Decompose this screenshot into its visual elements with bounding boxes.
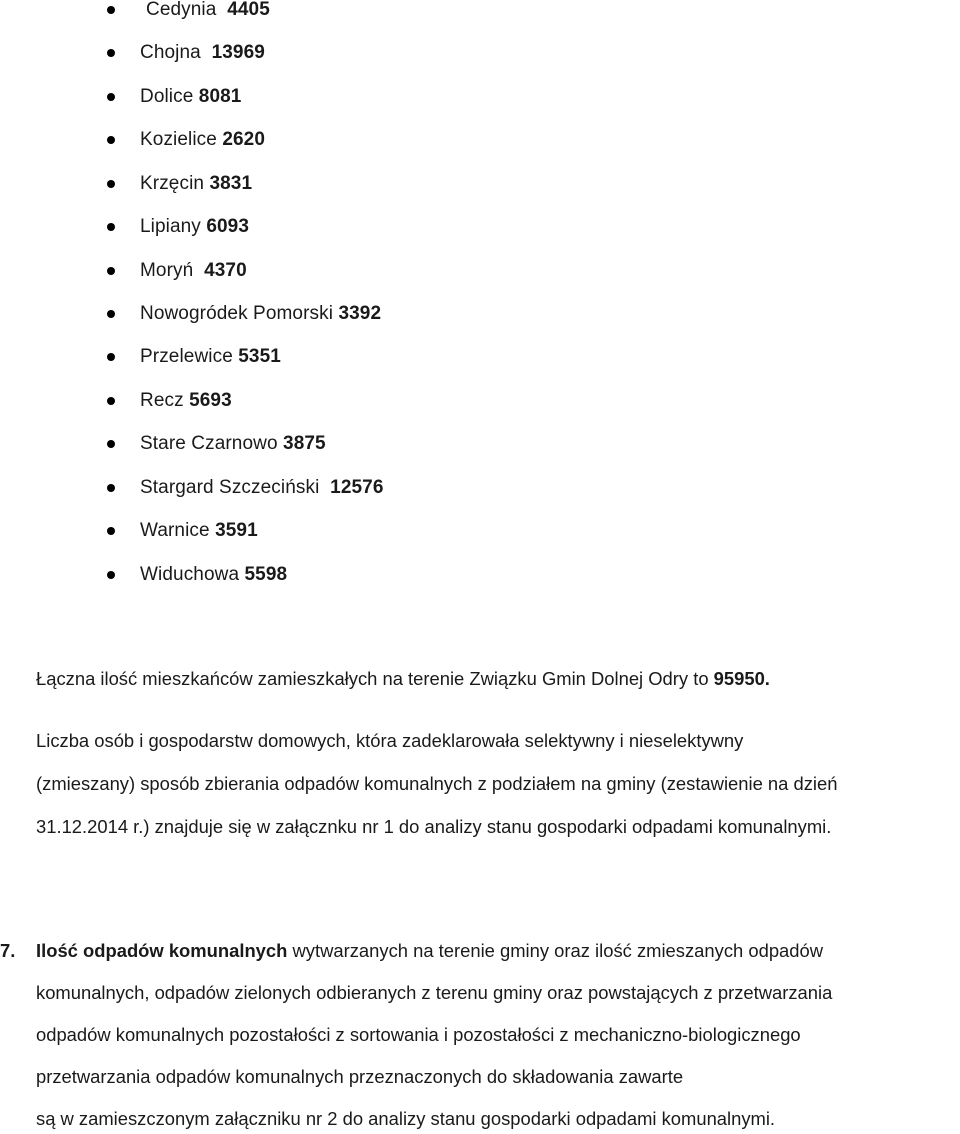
- municipality-count: 5351: [238, 346, 281, 367]
- bullet-icon: [107, 310, 115, 318]
- municipality-name: Lipiany: [140, 216, 201, 237]
- municipality-count: 3831: [209, 173, 253, 194]
- municipality-entry: [140, 386, 232, 416]
- municipality-name: Dolice: [140, 86, 194, 107]
- municipality-entry: [146, 0, 270, 25]
- municipality-name: Stargard Szczeciński: [140, 477, 320, 498]
- bullet-icon: [107, 353, 115, 361]
- municipality-name: Stare Czarnowo: [140, 433, 278, 454]
- section-7-text: [36, 936, 823, 966]
- municipality-name: Warnice: [140, 520, 210, 541]
- municipality-count: 5598: [244, 564, 288, 585]
- municipality-entry: [140, 256, 247, 286]
- bullet-icon: [107, 267, 115, 275]
- municipality-count: 8081: [198, 86, 242, 107]
- bullet-icon: [107, 49, 115, 57]
- municipality-count: 4405: [227, 0, 270, 20]
- bullet-icon: [107, 136, 115, 144]
- municipality-entry: [140, 212, 249, 242]
- bullet-icon: [107, 6, 115, 14]
- municipality-count: 4370: [204, 260, 247, 281]
- municipality-name: Nowogródek Pomorski: [140, 303, 334, 324]
- bullet-icon: [107, 223, 115, 231]
- municipality-entry: [140, 82, 241, 112]
- municipality-entry: [140, 169, 252, 199]
- bullet-icon: [107, 484, 115, 492]
- section-7-line: odpadów komunalnych pozostałości z sortowania i pozostałości z mechaniczno-biologicznego: [36, 1024, 801, 1045]
- bullet-icon: [107, 440, 115, 448]
- section-7-line: przetwarzania odpadów komunalnych przeznaczonych do składowania zawarte: [36, 1066, 684, 1087]
- municipality-count: 3392: [338, 303, 382, 324]
- bullet-icon: [107, 571, 115, 579]
- municipality-entry: [140, 38, 265, 68]
- municipality-entry: [140, 342, 281, 372]
- municipality-count: 3875: [283, 433, 326, 454]
- municipality-count: 2620: [222, 129, 265, 150]
- section-7-line-rest: wytwarzanych na terenie gminy oraz ilość zmieszanych odpadów: [292, 940, 824, 961]
- paragraph-line: Liczba osób i gospodarstw domowych, która zadeklarowała selektywny i nieselektywny: [36, 730, 744, 751]
- municipality-name: Widuchowa: [140, 564, 240, 585]
- municipality-name: Krzęcin: [140, 173, 205, 194]
- municipality-name: Przelewice: [140, 346, 233, 367]
- bullet-icon: [107, 93, 115, 101]
- municipality-entry: [140, 560, 287, 590]
- municipality-count: 5693: [189, 390, 232, 411]
- bullet-icon: [107, 527, 115, 535]
- summary-line: [36, 664, 770, 694]
- municipality-count: 6093: [206, 216, 249, 237]
- municipality-name: Chojna: [140, 42, 201, 63]
- municipality-entry: [140, 125, 265, 155]
- municipality-name: Kozielice: [140, 129, 217, 150]
- section-7-line: są w zamieszczonym załączniku nr 2 do analizy stanu gospodarki odpadami komunalnymi.: [36, 1108, 776, 1129]
- municipality-name: Moryń: [140, 260, 194, 281]
- municipality-entry: [140, 299, 381, 329]
- bullet-icon: [107, 180, 115, 188]
- bullet-icon: [107, 397, 115, 405]
- municipality-count: 12576: [330, 477, 384, 498]
- paragraph-line: (zmieszany) sposób zbierania odpadów komunalnych z podziałem na gminy (zestawienie na dzień: [36, 773, 838, 794]
- section-number: 7.: [0, 940, 16, 961]
- section-heading: Ilość odpadów komunalnych: [36, 940, 288, 961]
- municipality-name: Cedynia: [146, 0, 217, 20]
- municipality-name: Recz: [140, 390, 184, 411]
- municipality-entry: [140, 473, 384, 503]
- municipality-count: 3591: [215, 520, 258, 541]
- municipality-entry: [140, 429, 326, 459]
- section-7-line: komunalnych, odpadów zielonych odbieranych z terenu gminy oraz powstających z przetwarzania: [36, 982, 833, 1003]
- paragraph-line: 31.12.2014 r.) znajduje się w załącznku nr 1 do analizy stanu gospodarki odpadami komunalnymi.: [36, 816, 832, 837]
- summary-text: Łączna ilość mieszkańców zamieszkałych na terenie Związku Gmin Dolnej Odry to: [36, 668, 709, 689]
- municipality-entry: [140, 516, 258, 546]
- municipality-count: 13969: [211, 42, 265, 63]
- summary-total: 95950.: [713, 668, 770, 689]
